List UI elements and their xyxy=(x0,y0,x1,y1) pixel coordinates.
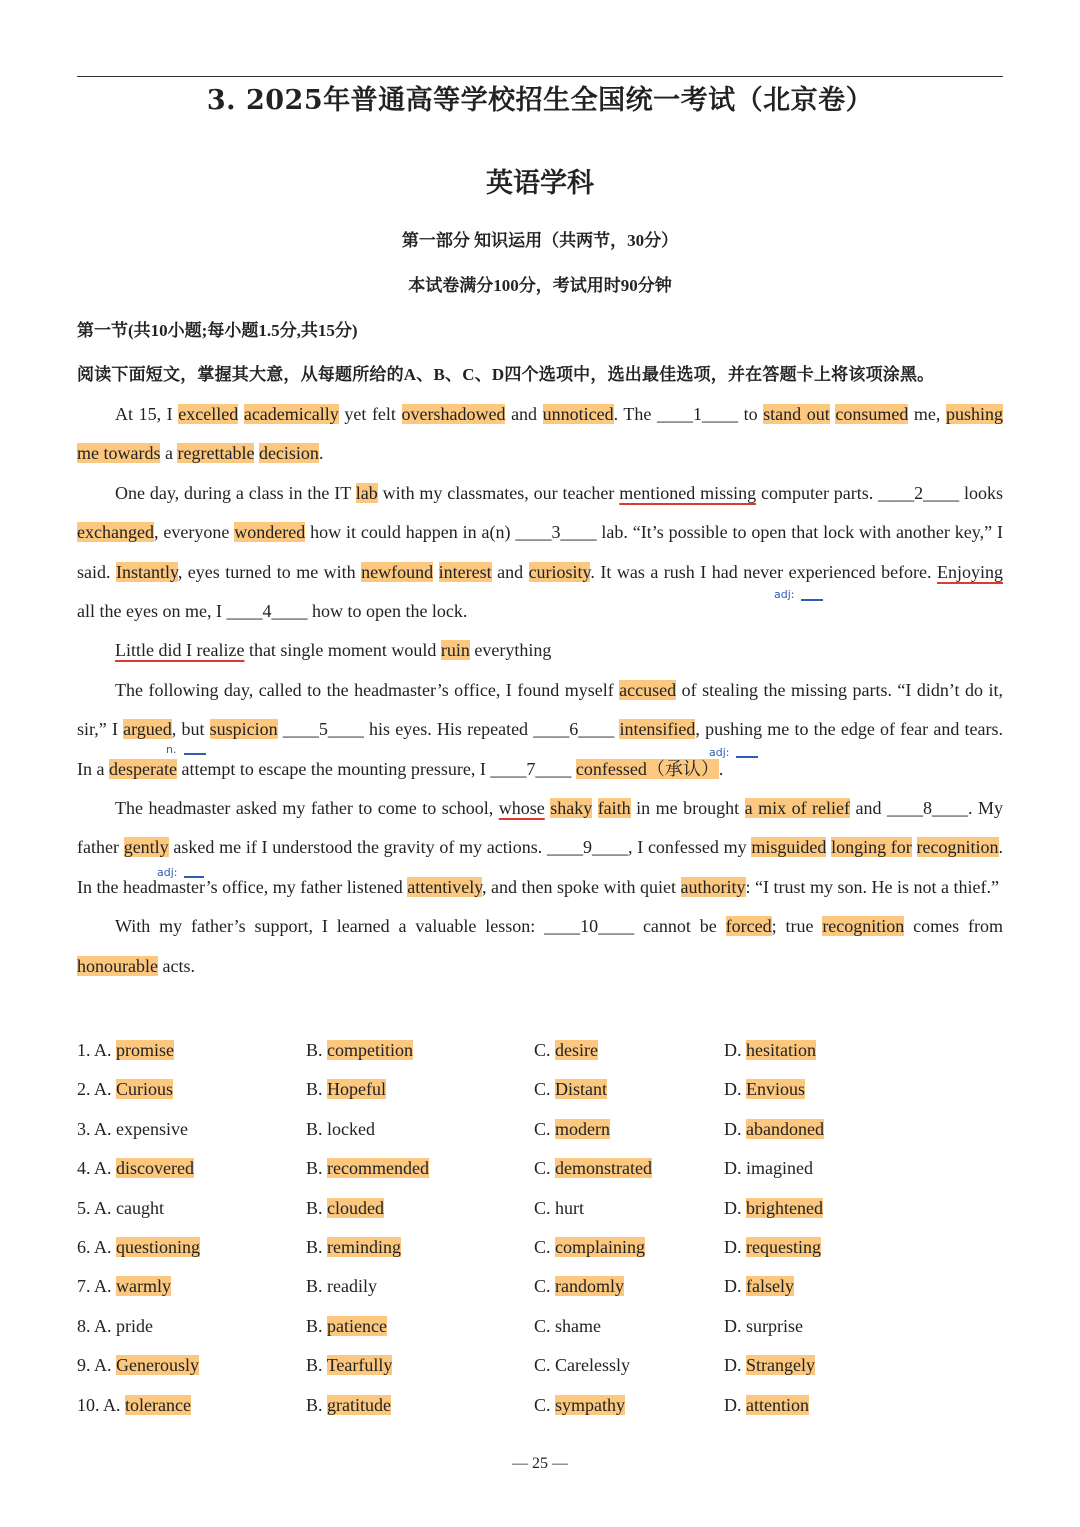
highlight: shaky xyxy=(550,798,593,819)
blank-7: ____7____ xyxy=(490,758,572,779)
option-d[interactable]: Strangely xyxy=(746,1355,815,1376)
option-a[interactable]: caught xyxy=(116,1197,164,1218)
option-b[interactable]: Hopeful xyxy=(327,1079,386,1100)
option-a[interactable]: pride xyxy=(116,1315,153,1336)
highlight: desperate xyxy=(108,758,177,779)
highlight: faith xyxy=(597,798,631,819)
highlight: excelled xyxy=(178,404,239,424)
highlight: misguided xyxy=(751,837,827,858)
option-c[interactable]: Carelessly xyxy=(555,1355,630,1376)
highlight: Instantly xyxy=(115,561,178,582)
option-d[interactable]: falsely xyxy=(746,1276,794,1297)
annotation-adj: adj: xyxy=(709,746,730,759)
highlight: a mix of relief xyxy=(744,798,851,819)
option-a[interactable]: promise xyxy=(116,1040,175,1060)
annotation-n: n. xyxy=(166,743,177,756)
highlight: regrettable xyxy=(177,443,255,464)
blank-10: ____10____ xyxy=(544,916,635,937)
highlight: argued xyxy=(123,719,172,740)
option-d[interactable]: abandoned xyxy=(746,1118,824,1139)
option-b[interactable]: gratitude xyxy=(327,1394,391,1415)
option-b[interactable]: Tearfully xyxy=(326,1355,393,1376)
highlight: intensified xyxy=(619,719,696,740)
highlight: curiosity xyxy=(528,561,591,582)
option-b[interactable]: locked xyxy=(327,1118,375,1139)
option-b[interactable]: clouded xyxy=(327,1197,384,1218)
option-c[interactable]: desire xyxy=(555,1040,598,1060)
cloze-passage xyxy=(77,395,1003,986)
highlight: ruin xyxy=(440,640,470,661)
option-b[interactable]: readily xyxy=(327,1276,377,1297)
underline: Little did I realize xyxy=(115,640,245,661)
option-b[interactable]: recommended xyxy=(327,1158,429,1179)
option-c[interactable]: demonstrated xyxy=(555,1158,652,1179)
highlight: wondered xyxy=(234,522,306,543)
option-a[interactable]: tolerance xyxy=(125,1394,191,1415)
highlight: unnoticed xyxy=(542,404,614,424)
blank-3: ____3____ xyxy=(515,522,597,543)
blank-4: ____4____ xyxy=(226,601,308,622)
highlight: longing for xyxy=(831,837,912,858)
highlight: pushing xyxy=(946,404,1004,424)
part-heading: 第一部分 知识运用（共两节，30分） xyxy=(401,231,679,250)
paragraph-2: One day, during a class in the IT lab with my classmates, our teacher mentioned missing computer parts. ____2____ looks exchanged, everyone wondered how it could happen in a(n) ____3____ lab. “It’s possible to open that lock with another key,” I said. Instantly, eyes turned to me with newfound interest and curiosity. It was a rush I had never experienced before. Enjoying all the eyes on me, I ____4____ how to open the lock. xyxy=(77,482,1004,622)
paragraph-1: At 15, I excelled academically yet felt overshadowed and unnoticed. The ____1____ to stand out consumed me, pushing me towards a regrettable decision. xyxy=(77,404,1004,464)
option-d[interactable]: imagined xyxy=(746,1158,813,1179)
option-c[interactable]: hurt xyxy=(555,1197,585,1218)
option-c[interactable]: sympathy xyxy=(555,1394,626,1415)
underline: mentioned missing xyxy=(619,482,757,503)
highlight: consumed xyxy=(835,404,909,424)
blank-2: ____2____ xyxy=(878,482,960,503)
option-a[interactable]: Curious xyxy=(116,1079,174,1100)
option-a[interactable]: questioning xyxy=(116,1236,201,1257)
option-a[interactable]: discovered xyxy=(116,1158,194,1179)
annotation-adj: adj: xyxy=(774,588,795,601)
highlight: recognition xyxy=(822,916,905,937)
option-d[interactable]: hesitation xyxy=(746,1040,816,1060)
blank-5: ____5____ xyxy=(282,719,364,740)
option-a[interactable]: expensive xyxy=(116,1118,188,1139)
highlight: decision xyxy=(258,443,319,464)
option-c[interactable]: randomly xyxy=(555,1276,625,1297)
blank-9: ____9____ xyxy=(547,837,629,858)
header-rule xyxy=(77,76,1003,77)
subject-title: 英语学科 xyxy=(486,168,594,199)
option-c[interactable]: modern xyxy=(555,1118,610,1139)
underline: Enjoying xyxy=(937,561,1004,582)
annotation-line xyxy=(184,753,206,755)
highlight: academically xyxy=(243,404,339,424)
page-number: — 25 — xyxy=(512,1455,568,1472)
option-d[interactable]: requesting xyxy=(746,1236,821,1257)
highlight: confessed（承认） xyxy=(575,758,719,779)
time-limit: 本试卷满分100分，考试用时90分钟 xyxy=(408,276,672,295)
exam-page: 3. 2025年普通高等学校招生全国统一考试（北京卷） 英语学科 第一部分 知识运用（共两节，30分） 本试卷满分100分，考试用时90分钟 第一节(共10小题;每小题1.5分,共15分) 阅读下面短文，掌握其大意，从每题所给的A、B、C、D四个选项中，选出最佳选项，并在答题卡上将该项涂黑。 At 15, I excelled academically yet felt overshadowed and unnoticed. The ____1____ to stand out consumed me, pushing me towards a regrettable decision. One day, during a class in the IT lab with my classmates, our teacher mentioned missing computer parts. ____2____ looks exchanged, everyone wondered how it could happen in a(n) ____3____ lab. “It’s possible to open that lock with another key,” I said. Instantly, eyes turned to me with newfound interest and curiosity. It was a rush I had never experienced before. Enjoying all the eyes on me, I ____4____ how to open the lock. Little did I realize that single moment would ruin everything The following day, called to the headmaster’s office, I found myself accused of stealing the missing parts. “I didn’t do it, sir,” I argued, but suspicion ____5____ his eyes. His repeated ____6____ intensified, pushing me to the edge of fear and tears. In a desperate attempt to escape the mounting pressure, I ____7____ confessed（承认）. The headmaster asked my father to come to school, whose shaky faith in me brought a mix of relief and ____8____. My father gently asked me if I understood the gravity of my actions. ____9____, I confessed my misguided longing for recognition. In the headmaster’s office, my father listened attentively, and then spoke with quiet authority: “I trust my son. He is not a thief.” With my father’s support, I learned a valuable lesson: ____10____ cannot be forced; true recognition comes from honourable acts. adj: n. adj: adj: 1. A. promise B. competition C. desire D. hesitation 2. A. Curious B. Hopeful C. Distant D. Envious 3. A. expensive B. locked C. modern D. abandoned 4. A. discovered B. recommended C. demonstrated D. imagined 5. A. caught B. clouded C. hurt D. brightened 6. A. questioning B. reminding C. complaining D. requesting 7. A. warmly B. readily C. randomly D. falsely 8. A. pride B. patience C. shame D. surprise 9. A. Generously B. Tearfully C. Carelessly D. Strangely 10. A. tolerance B. gratitude C. sympathy D. attention — 25 — xyxy=(0,0,1080,1527)
annotation-adj: adj: xyxy=(157,866,178,879)
instructions: 阅读下面短文，掌握其大意，从每题所给的A、B、C、D四个选项中，选出最佳选项，并在答题卡上将该项涂黑。 xyxy=(77,365,935,384)
highlight: forced xyxy=(725,916,772,937)
section-heading: 第一节(共10小题;每小题1.5分,共15分) xyxy=(77,321,358,340)
highlight: honourable xyxy=(77,955,158,976)
blank-1: ____1____ xyxy=(656,404,738,424)
highlight: stand out xyxy=(763,404,830,424)
option-d[interactable]: surprise xyxy=(746,1315,803,1336)
annotation-line xyxy=(736,756,758,758)
paragraph-6: With my father’s support, I learned a valuable lesson: ____10____ cannot be forced; true recognition comes from honourable acts. xyxy=(77,916,1003,976)
option-c[interactable]: shame xyxy=(555,1315,601,1336)
highlight: newfound xyxy=(361,561,434,582)
blank-8: ____8____ xyxy=(886,798,968,819)
option-d[interactable]: brightened xyxy=(746,1197,823,1218)
option-d[interactable]: attention xyxy=(746,1394,809,1415)
page-title: 3. 2025年普通高等学校招生全国统一考试（北京卷） xyxy=(206,85,874,116)
option-c[interactable]: complaining xyxy=(555,1236,645,1257)
blank-6: ____6____ xyxy=(533,719,615,740)
highlight: interest xyxy=(438,561,492,582)
paragraph-5: The headmaster asked my father to come to school, whose shaky faith in me brought a mix of relief and ____8____. My father gently asked me if I understood the gravity of my actions. ____9____, I confessed my misguided longing for recognition. In the headmaster’s office, my father listened attentively, and then spoke with quiet authority: “I trust my son. He is not a thief.” xyxy=(77,798,1003,897)
option-c[interactable]: Distant xyxy=(555,1079,608,1100)
option-a[interactable]: Generously xyxy=(116,1355,199,1376)
paragraph-4: The following day, called to the headmaster’s office, I found myself accused of stealing the missing parts. “I didn’t do it, sir,” I argued, but suspicion ____5____ his eyes. His repeated ____6____ intensified, pushing me to the edge of fear and tears. In a desperate attempt to escape the mounting pressure, I ____7____ confessed（承认）. xyxy=(77,679,1003,779)
highlight: attentively xyxy=(407,876,483,897)
highlight: suspicion xyxy=(209,719,278,740)
highlight: overshadowed xyxy=(401,404,506,424)
highlight: recognition xyxy=(916,837,999,858)
highlight: lab xyxy=(355,482,378,503)
option-b[interactable]: patience xyxy=(327,1315,387,1336)
paragraph-3: Little did I realize that single moment would ruin everything xyxy=(115,640,552,661)
annotation-line xyxy=(184,876,204,878)
option-b[interactable]: competition xyxy=(327,1040,413,1060)
annotation-line xyxy=(801,599,823,601)
option-b[interactable]: reminding xyxy=(327,1236,402,1257)
highlight: gently xyxy=(123,837,169,858)
underline: whose xyxy=(498,798,545,819)
highlight: accused xyxy=(619,679,677,700)
option-d[interactable]: Envious xyxy=(746,1079,806,1100)
highlight: exchanged xyxy=(77,522,154,543)
option-a[interactable]: warmly xyxy=(116,1276,171,1297)
highlight: authority xyxy=(680,876,746,897)
